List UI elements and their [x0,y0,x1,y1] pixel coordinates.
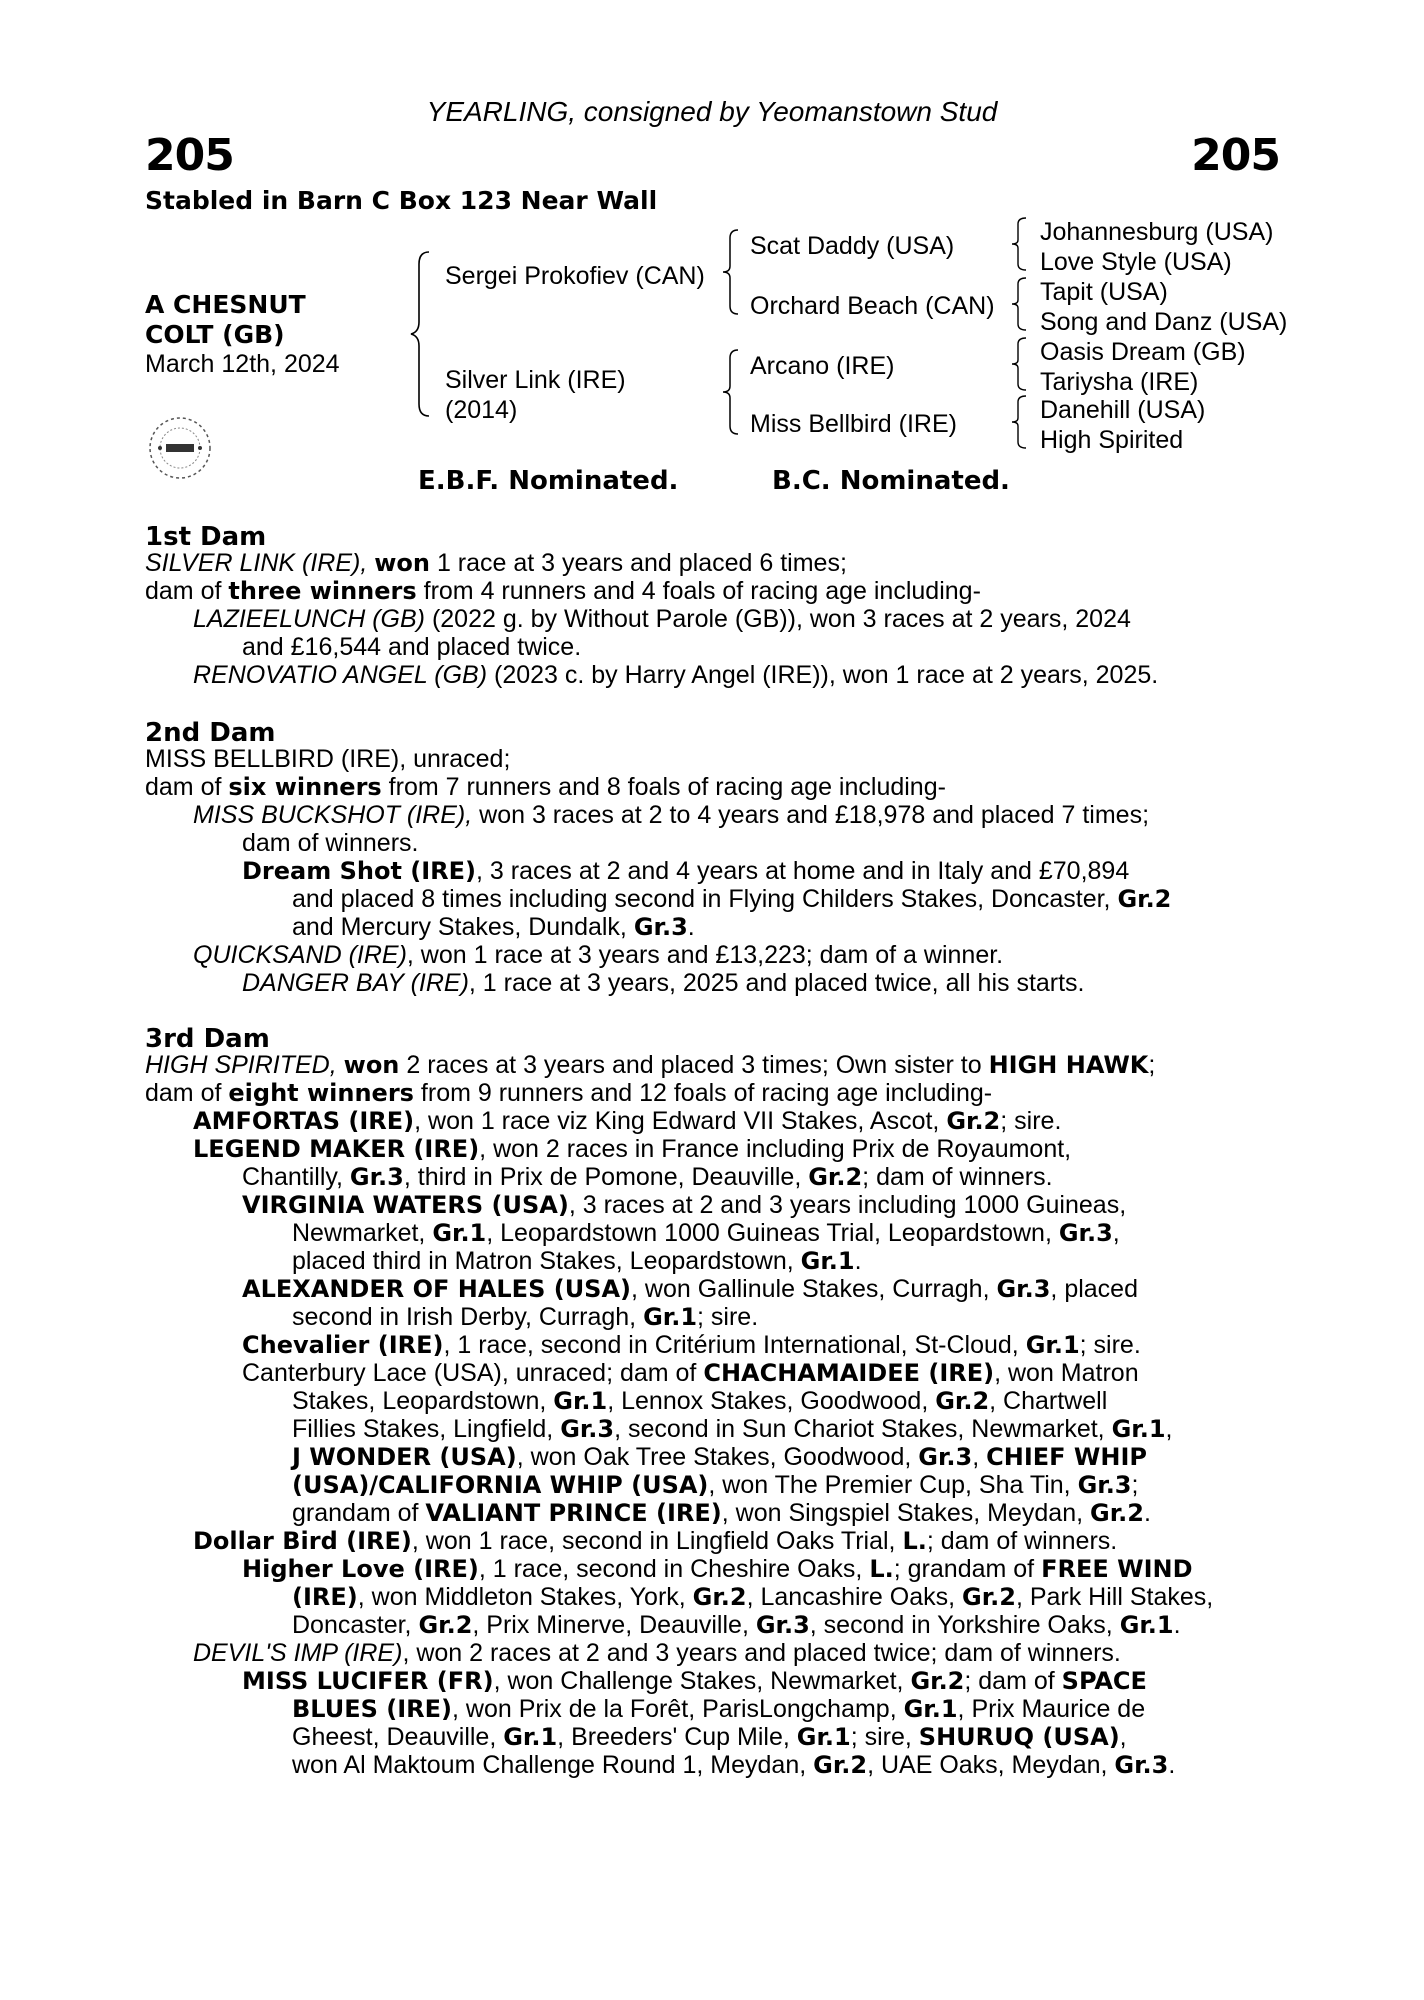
second-dam-line1: MISS BELLBIRD (IRE), unraced; [145,745,511,773]
pedigree-g7: Danehill (USA) [1040,396,1206,424]
pedigree-brace-g1 [1008,216,1030,272]
pedigree-dam-year: (2014) [445,396,518,424]
third-dam-line18: Dollar Bird (IRE), won 1 race, second in Lingfield Oaks Trial, L.; dam of winners. [193,1527,1118,1555]
pedigree-g1: Johannesburg (USA) [1040,218,1274,246]
stud-seal-icon [146,414,214,482]
foaling-date: March 12th, 2024 [145,350,340,378]
pedigree-brace-g4 [1008,394,1030,450]
third-dam-line21: Doncaster, Gr.2, Prix Minerve, Deauville, Gr.3, second in Yorkshire Oaks, Gr.1. [292,1611,1181,1639]
third-dam-line9: ALEXANDER OF HALES (USA), won Gallinule Stakes, Curragh, Gr.3, placed [242,1275,1138,1303]
third-dam-line3: AMFORTAS (IRE), won 1 race viz King Edward VII Stakes, Ascot, Gr.2; sire. [193,1107,1062,1135]
bc-nominated: B.C. Nominated. [772,466,1010,496]
third-dam-line4: LEGEND MAKER (IRE), won 2 races in France including Prix de Royaumont, [193,1135,1072,1163]
pedigree-g2: Love Style (USA) [1040,248,1232,276]
pedigree-g6: Tariysha (IRE) [1040,368,1199,396]
third-dam-title: 3rd Dam [145,1024,270,1054]
horse-description-line1: A CHESNUT [145,290,306,319]
third-dam-line6: VIRGINIA WATERS (USA), 3 races at 2 and 3 years including 1000 Guineas, [242,1191,1127,1219]
second-dam-line5: Dream Shot (IRE), 3 races at 2 and 4 years at home and in Italy and £70,894 [242,857,1130,885]
third-dam-line1: HIGH SPIRITED, won 2 races at 3 years and placed 3 times; Own sister to HIGH HAWK; [145,1051,1156,1079]
first-dam-line5: RENOVATIO ANGEL (GB) (2023 c. by Harry Angel (IRE)), won 1 race at 2 years, 2025. [193,661,1159,689]
third-dam-line5: Chantilly, Gr.3, third in Prix de Pomone, Deauville, Gr.2; dam of winners. [242,1163,1053,1191]
third-dam-line20: (IRE), won Middleton Stakes, York, Gr.2, Lancashire Oaks, Gr.2, Park Hill Stakes, [292,1583,1214,1611]
second-dam-title: 2nd Dam [145,718,276,748]
second-dam-line9: DANGER BAY (IRE), 1 race at 3 years, 2025 and placed twice, all his starts. [242,969,1085,997]
pedigree-brace-dam [718,348,742,436]
third-dam-line2: dam of eight winners from 9 runners and 12 foals of racing age including- [145,1079,993,1107]
second-dam-line2: dam of six winners from 7 runners and 8 foals of racing age including- [145,773,946,801]
pedigree-sire: Sergei Prokofiev (CAN) [445,262,705,290]
pedigree-brace-g2 [1008,276,1030,332]
second-dam-line7: and Mercury Stakes, Dundalk, Gr.3. [292,913,695,941]
third-dam-line26: won Al Maktoum Challenge Round 1, Meydan, Gr.2, UAE Oaks, Meydan, Gr.3. [292,1751,1176,1779]
third-dam-line15: J WONDER (USA), won Oak Tree Stakes, Goodwood, Gr.3, CHIEF WHIP [292,1443,1147,1471]
third-dam-line17: grandam of VALIANT PRINCE (IRE), won Singspiel Stakes, Meydan, Gr.2. [292,1499,1151,1527]
second-dam-line6: and placed 8 times including second in Flying Childers Stakes, Doncaster, Gr.2 [292,885,1172,913]
pedigree-brace-sire [718,228,742,316]
third-dam-line11: Chevalier (IRE), 1 race, second in Critérium International, St-Cloud, Gr.1; sire. [242,1331,1141,1359]
pedigree-sire-sire: Scat Daddy (USA) [750,232,955,260]
pedigree-g4: Song and Danz (USA) [1040,308,1288,336]
third-dam-line19: Higher Love (IRE), 1 race, second in Cheshire Oaks, L.; grandam of FREE WIND [242,1555,1193,1583]
first-dam-line2: dam of three winners from 4 runners and 4 foals of racing age including- [145,577,981,605]
third-dam-line12: Canterbury Lace (USA), unraced; dam of CHACHAMAIDEE (IRE), won Matron [242,1359,1139,1387]
pedigree-brace-main [405,250,435,418]
third-dam-line16: (USA)/CALIFORNIA WHIP (USA), won The Premier Cup, Sha Tin, Gr.3; [292,1471,1139,1499]
third-dam-line7: Newmarket, Gr.1, Leopardstown 1000 Guineas Trial, Leopardstown, Gr.3, [292,1219,1120,1247]
third-dam-line13: Stakes, Leopardstown, Gr.1, Lennox Stakes, Goodwood, Gr.2, Chartwell [292,1387,1108,1415]
pedigree-g3: Tapit (USA) [1040,278,1168,306]
pedigree-dam-dam: Miss Bellbird (IRE) [750,410,957,438]
pedigree-sire-dam: Orchard Beach (CAN) [750,292,995,320]
lot-number-right: 205 [1191,130,1280,181]
third-dam-line25: Gheest, Deauville, Gr.1, Breeders' Cup Mile, Gr.1; sire, SHURUQ (USA), [292,1723,1127,1751]
pedigree-g8: High Spirited [1040,426,1184,454]
second-dam-line4: dam of winners. [242,829,419,857]
third-dam-line23: MISS LUCIFER (FR), won Challenge Stakes, Newmarket, Gr.2; dam of SPACE [242,1667,1147,1695]
second-dam-line8: QUICKSAND (IRE), won 1 race at 3 years and £13,223; dam of a winner. [193,941,1004,969]
pedigree-dam: Silver Link (IRE) [445,366,626,394]
first-dam-line3: LAZIEELUNCH (GB) (2022 g. by Without Parole (GB)), won 3 races at 2 years, 2024 [193,605,1131,633]
consignment-line: YEARLING, consigned by Yeomanstown Stud [426,96,998,127]
second-dam-line3: MISS BUCKSHOT (IRE), won 3 races at 2 to 4 years and £18,978 and placed 7 times; [193,801,1150,829]
first-dam-line1: SILVER LINK (IRE), won 1 race at 3 years and placed 6 times; [145,549,847,577]
third-dam-line8: placed third in Matron Stakes, Leopardstown, Gr.1. [292,1247,862,1275]
first-dam-title: 1st Dam [145,522,267,552]
horse-description-line2: COLT (GB) [145,320,285,349]
third-dam-line22: DEVIL'S IMP (IRE), won 2 races at 2 and 3 years and placed twice; dam of winners. [193,1639,1121,1667]
third-dam-line14: Fillies Stakes, Lingfield, Gr.3, second in Sun Chariot Stakes, Newmarket, Gr.1, [292,1415,1173,1443]
pedigree-g5: Oasis Dream (GB) [1040,338,1246,366]
lot-number-left: 205 [145,130,234,181]
ebf-nominated: E.B.F. Nominated. [418,466,679,496]
pedigree-brace-g3 [1008,336,1030,392]
pedigree-dam-sire: Arcano (IRE) [750,352,895,380]
stabling-info: Stabled in Barn C Box 123 Near Wall [145,186,658,215]
third-dam-line10: second in Irish Derby, Curragh, Gr.1; sire. [292,1303,759,1331]
first-dam-line4: and £16,544 and placed twice. [242,633,582,661]
third-dam-line24: BLUES (IRE), won Prix de la Forêt, ParisLongchamp, Gr.1, Prix Maurice de [292,1695,1146,1723]
